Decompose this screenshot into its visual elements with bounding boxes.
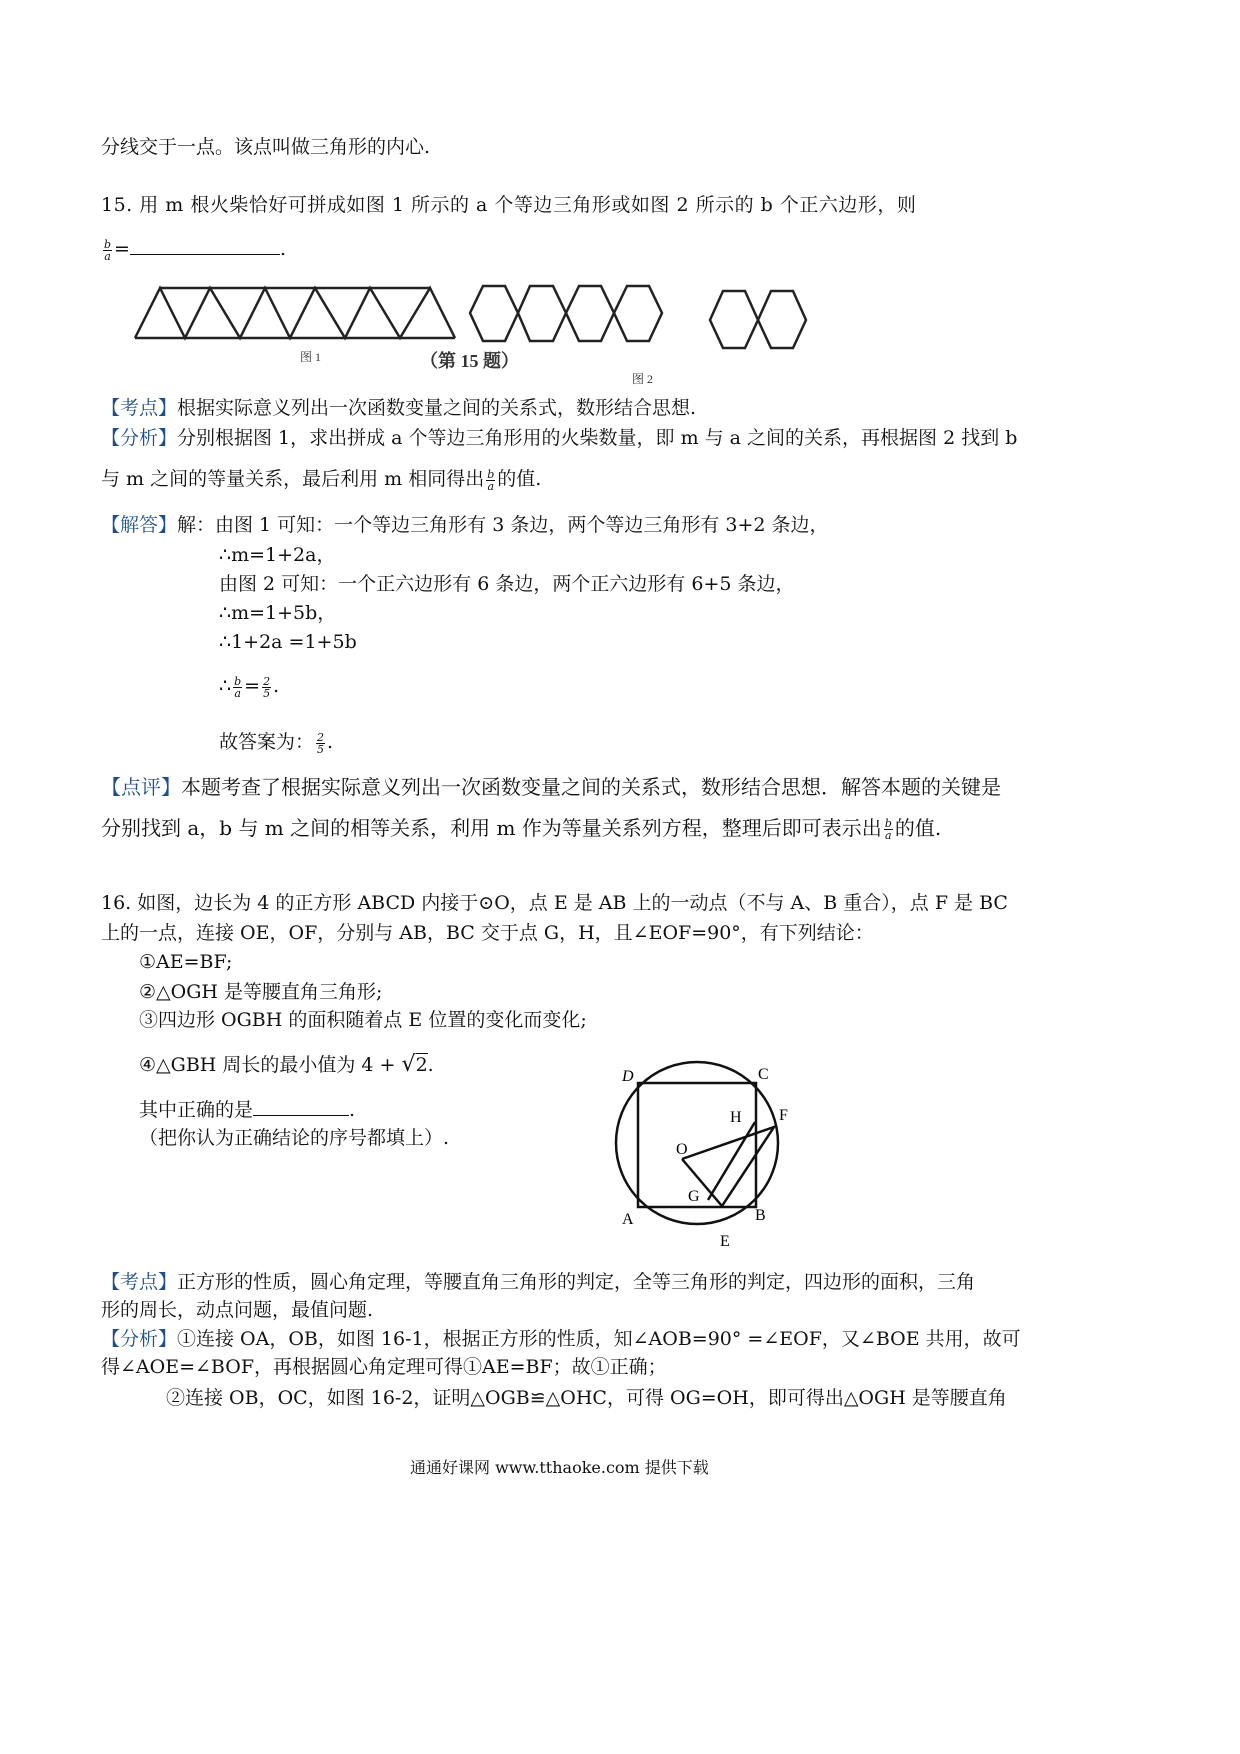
q15-fenxi-2: 与 m 之间的等量关系，最后利用 m 相同得出 $\frac{b}{a}$ 的值. [101, 467, 542, 493]
fig1-label: 图 1 [300, 350, 322, 364]
q15-jieda-6: ∴ $\frac{b}{a}$ = $\frac{2}{5}$ . [219, 674, 280, 700]
svg-text:H: H [730, 1109, 742, 1126]
svg-text:F: F [779, 1107, 788, 1124]
q15-stem: 15. 用 m 根火柴恰好可拼成如图 1 所示的 a 个等边三角形或如图 2 所示的 b 个正六边形，则 [101, 194, 917, 216]
q16-fenxi-2: 得∠AOE=∠BOF，再根据圆心角定理可得①AE=BF；故①正确； [101, 1356, 667, 1378]
q16-ask: 其中正确的是 . [139, 1099, 356, 1121]
hexagon-strip-2 [710, 291, 806, 348]
svg-text:G: G [688, 1188, 700, 1205]
q15-kaodian: 【考点】根据实际意义列出一次函数变量之间的关系式，数形结合思想. [101, 397, 697, 419]
svg-text:E: E [720, 1233, 730, 1250]
svg-text:A: A [622, 1211, 634, 1228]
page-footer: 通通好课网 www.tthaoke.com 提供下载 [410, 1458, 709, 1477]
q15-dianping-1: 【点评】本题考查了根据实际意义列出一次函数变量之间的关系式，数形结合思想．解答本题的关键是 [101, 775, 1001, 799]
svg-text:B: B [755, 1207, 766, 1224]
conclusion-1: ①AE=BF; [139, 951, 233, 973]
fraction-b-over-a: $\frac{b}{a}$ [104, 237, 112, 263]
conclusion-3: ③四边形 OGBH 的面积随着点 E 位置的变化而变化; [139, 1009, 587, 1031]
q15-jieda-2: ∴m=1+2a， [219, 544, 336, 566]
q15-figure [130, 283, 810, 393]
q16-line-2: 上的一点，连接 OE，OF，分别与 AB，BC 交于点 G，H，且∠EOF=90°，有下列结论： [101, 922, 874, 944]
q15-answer-line: $\frac{b}{a}$ = . [104, 237, 287, 263]
q16-kaodian-2: 形的周长，动点问题，最值问题. [101, 1299, 374, 1321]
q15-fenxi-1: 【分析】分别根据图 1，求出拼成 a 个等边三角形用的火柴数量，即 m 与 a 之间的关系，再根据图 2 找到 b [101, 427, 1018, 449]
svg-text:O: O [676, 1141, 688, 1158]
hexagon-strip-4 [470, 286, 662, 341]
q15-jieda-1: 【解答】解：由图 1 可知：一个等边三角形有 3 条边，两个等边三角形有 3+2 条边， [101, 514, 829, 536]
q15-jieda-5: ∴1+2a =1+5b [219, 631, 357, 653]
svg-text:D: D [622, 1068, 634, 1085]
fig-title: （第 15 题） [420, 351, 519, 371]
q16-kaodian-1: 【考点】正方形的性质，圆心角定理，等腰直角三角形的判定，全等三角形的判定，四边形的面积，三角 [101, 1271, 976, 1293]
q16-fenxi-1: 【分析】①连接 OA，OB，如图 16-1，根据正方形的性质，知∠AOB=90° =∠EOF，又∠BOE 共用，故可 [101, 1328, 1021, 1350]
q15-jieda-4: ∴m=1+5b， [219, 602, 337, 624]
q16-line-1: 16. 如图，边长为 4 的正方形 ABCD 内接于⊙O，点 E 是 AB 上的一动点（不与 A、B 重合），点 F 是 BC [101, 892, 1008, 914]
answer-blank-16 [253, 1115, 349, 1116]
q16-circle-figure [610, 1060, 800, 1250]
intro-line: 分线交于一点。该点叫做三角形的内心. [101, 136, 431, 158]
segment-gh [708, 1122, 755, 1200]
triangle-strip-figure [135, 288, 455, 338]
q15-jieda-3: 由图 2 可知：一个正六边形有 6 条边，两个正六边形有 6+5 条边， [219, 573, 795, 595]
q16-hint: （把你认为正确结论的序号都填上）. [139, 1127, 450, 1149]
conclusion-4: ④△GBH 周长的最小值为 4 + √2. [139, 1052, 434, 1077]
svg-text:C: C [758, 1066, 769, 1083]
answer-blank [130, 254, 280, 255]
q15-jieda-7: 故答案为： $\frac{2}{5}$ . [219, 730, 334, 756]
q16-fenxi-3: ②连接 OB，OC，如图 16-2，证明△OGB≌△OHC，可得 OG=OH，即可得出△OGH 是等腰直角 [166, 1387, 1007, 1409]
conclusion-2: ②△OGH 是等腰直角三角形; [139, 981, 383, 1003]
q15-dianping-2: 分别找到 a，b 与 m 之间的相等关系，利用 m 作为等量关系列方程，整理后即可表示出 $\frac{b}{a}$ 的值. [101, 816, 942, 842]
fig2-label: 图 2 [632, 372, 654, 386]
